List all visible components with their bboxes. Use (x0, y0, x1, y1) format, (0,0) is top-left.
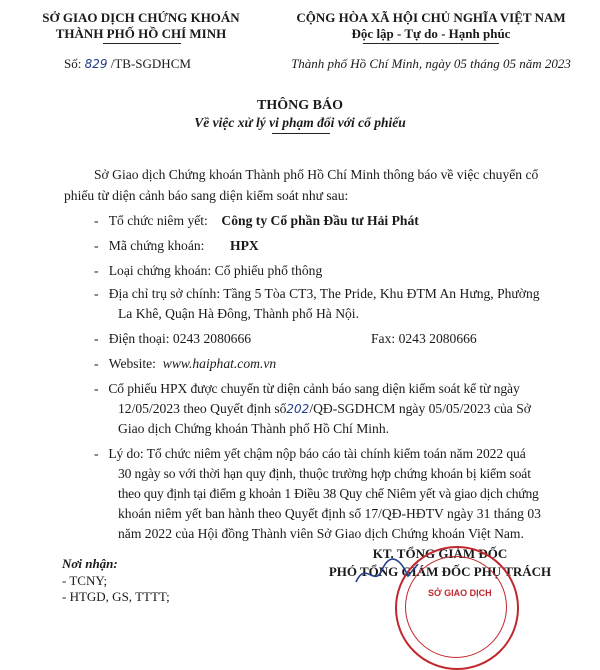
document-subject: Về việc xử lý vi phạm đối với cổ phiếu (194, 115, 406, 130)
document-number-suffix: /TB-SGDHCM (110, 56, 191, 71)
listed-org-label: Tổ chức niêm yết: (108, 213, 208, 228)
transfer-line-2 (118, 398, 531, 420)
intro-line-1: Sở Giao dịch Chứng khoán Thành phố Hồ Chí Minh thông báo về việc chuyển cổ (94, 167, 539, 182)
reason-line-2: 30 ngày so với thời hạn quy định, thuộc trường hợp chứng khoán bị kiểm soát (118, 466, 531, 481)
motto-underline (363, 43, 499, 44)
signature-title-line2: PHÓ TỔNG GIÁM ĐỐC PHỤ TRÁCH (328, 564, 552, 579)
issue-date: Thành phố Hồ Chí Minh, ngày 05 tháng 05 năm 2023 (291, 56, 571, 71)
issuer-name-line2: THÀNH PHỐ HỒ CHÍ MINH (55, 26, 227, 41)
national-motto: Độc lập - Tự do - Hạnh phúc (351, 26, 511, 41)
security-type-text: Loại chứng khoán: Cổ phiếu phổ thông (108, 263, 323, 278)
bullet-transfer: - Cổ phiếu HPX được chuyển từ diện cảnh báo sang diện kiểm soát kể từ ngày (94, 381, 520, 396)
bullet-ticker: - Mã chứng khoán: (94, 238, 205, 253)
bullet-security-type: - Loại chứng khoán: Cổ phiếu phổ thông (94, 263, 323, 278)
phone-text: Điện thoại: 0243 2080666 (108, 331, 252, 346)
document-number-handwritten: 829 (84, 57, 108, 71)
handwritten-signature (352, 552, 422, 592)
reason-line-1: Lý do: Tổ chức niêm yết chậm nộp báo cáo tài chính kiểm toán năm 2022 quá (108, 446, 526, 461)
issuer-underline (103, 43, 181, 44)
transfer-line-2-b: /QĐ-SGDHCM ngày 05/05/2023 của Sở (309, 401, 531, 416)
national-title: CỘNG HÒA XÃ HỘI CHỦ NGHĨA VIỆT NAM (296, 10, 566, 25)
transfer-line-3: Giao dịch Chứng khoán Thành phố Hồ Chí Minh. (118, 421, 390, 436)
bullet-address: - Địa chỉ trụ sở chính: Tầng 5 Tòa CT3, The Pride, Khu ĐTM An Hưng, Phường (94, 286, 540, 301)
signature-title-line1: KT. TỔNG GIÁM ĐỐC (372, 546, 508, 561)
recipients-heading: Nơi nhận: (62, 556, 118, 571)
address-line-1: Địa chỉ trụ sở chính: Tầng 5 Tòa CT3, The Pride, Khu ĐTM An Hưng, Phường (108, 286, 540, 301)
ticker-value: HPX (230, 238, 259, 253)
bullet-phone: - Điện thoại: 0243 2080666 (94, 331, 252, 346)
document-number-prefix: Số: (64, 56, 82, 71)
reason-line-5: năm 2022 của Hội đồng Thành viên Sở Giao dịch Chứng khoán Việt Nam. (118, 526, 524, 541)
bullet-reason: - Lý do: Tổ chức niêm yết chậm nộp báo cáo tài chính kiểm toán năm 2022 quá (94, 446, 526, 461)
transfer-line-2-a: 12/05/2023 theo Quyết định số (118, 401, 287, 416)
transfer-line-1: Cổ phiếu HPX được chuyển từ diện cảnh báo sang diện kiểm soát kể từ ngày (108, 381, 520, 396)
document-title: THÔNG BÁO (257, 98, 343, 113)
decision-number-handwritten: 202 (286, 402, 310, 416)
fax-text: Fax: 0243 2080666 (371, 331, 477, 346)
bullet-website: - Website: www.haiphat.com.vn (94, 356, 277, 371)
ticker-label: Mã chứng khoán: (108, 238, 205, 253)
issuer-name-line1: SỞ GIAO DỊCH CHỨNG KHOÁN (42, 10, 240, 25)
website-value: www.haiphat.com.vn (162, 356, 277, 371)
stamp-text: SỞ GIAO DỊCH (428, 588, 492, 598)
document-number (64, 56, 191, 72)
recipient-1: - TCNY; (62, 573, 108, 588)
subject-underline (272, 133, 330, 134)
listed-org-value: Công ty Cổ phần Đầu tư Hải Phát (221, 213, 419, 228)
website-label: Website: (108, 356, 156, 371)
recipient-2: - HTGD, GS, TTTT; (62, 589, 170, 604)
address-line-2: La Khê, Quận Hà Đông, Thành phố Hà Nội. (118, 306, 359, 321)
bullet-listed-org: - Tổ chức niêm yết: Công ty Cổ phần Đầu tư Hải Phát (94, 213, 419, 228)
reason-line-3: theo quy định tại điểm g khoản 1 Điều 38 Quy chế Niêm yết và giao dịch chứng (118, 486, 539, 501)
intro-line-2: phiếu từ diện cảnh báo sang diện kiểm soát như sau: (64, 188, 349, 203)
reason-line-4: khoán niêm yết ban hành theo Quyết định số 17/QĐ-HĐTV ngày 31 tháng 03 (118, 506, 541, 521)
